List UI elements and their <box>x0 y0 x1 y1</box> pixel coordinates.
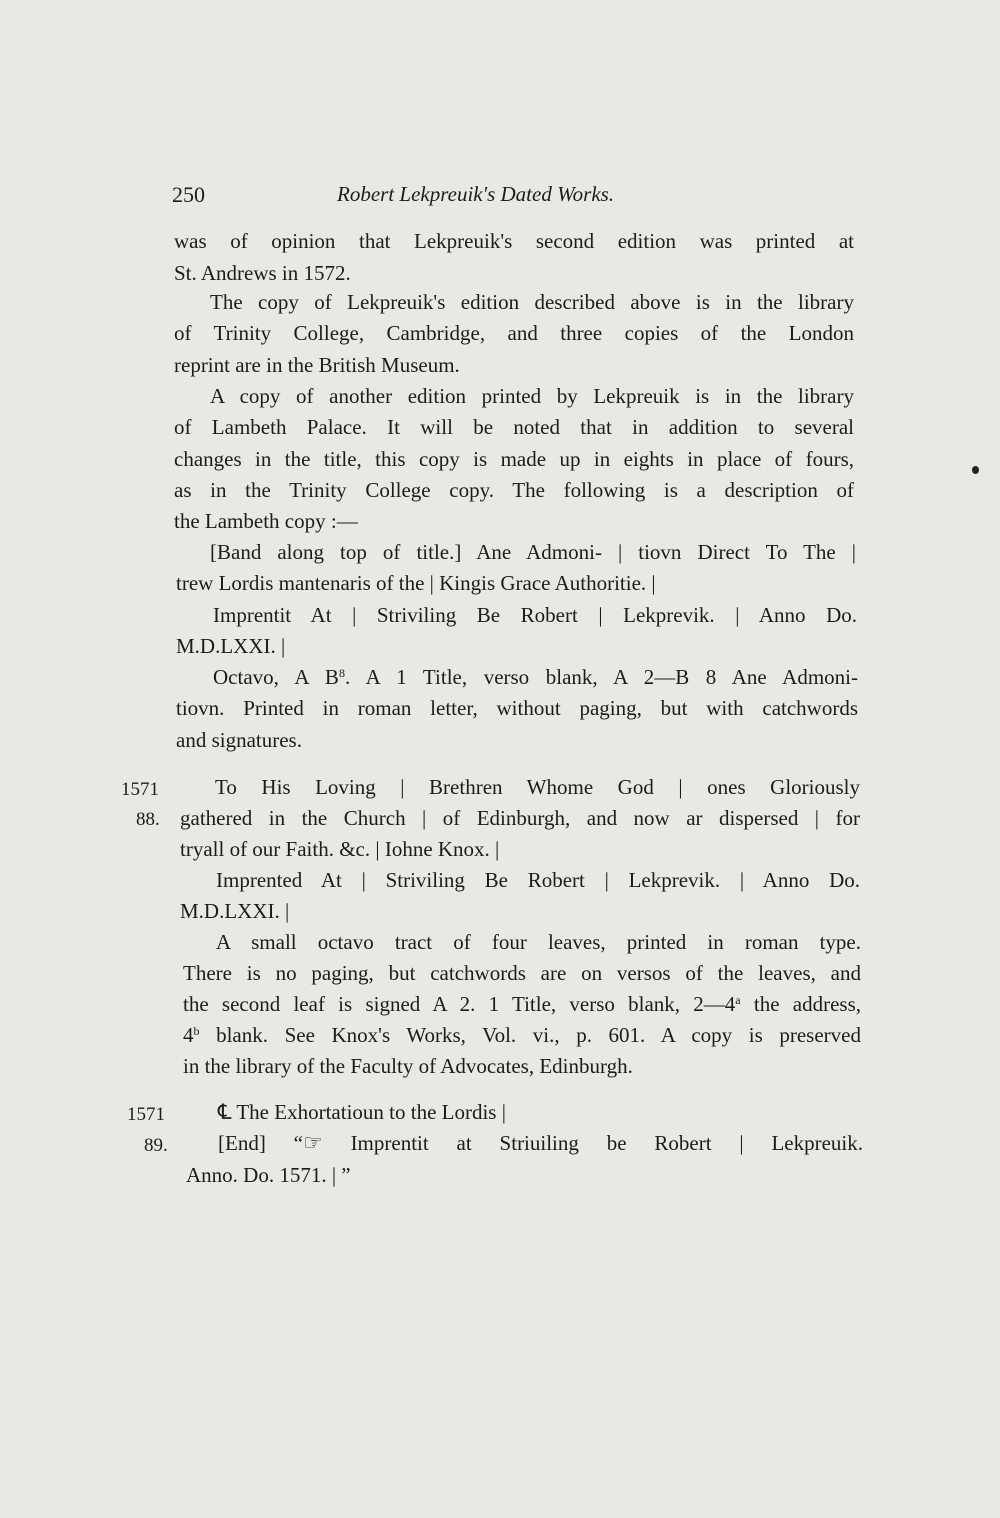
text-line: A copy of another edition printed by Lekpreuik is in the library <box>210 384 854 408</box>
text-line: [Band along top of title.] Ane Admoni- | tiovn Direct To The | <box>210 540 856 564</box>
text-line: St. Andrews in 1572. <box>174 261 351 285</box>
text-line: the Lambeth copy :— <box>174 509 358 533</box>
margin-year: 1571 <box>127 1104 165 1125</box>
text-line: of Trinity College, Cambridge, and three copies of the London <box>174 321 854 345</box>
running-title: Robert Lekpreuik's Dated Works. <box>337 182 615 206</box>
text-line: Imprented At | Striviling Be Robert | Lekprevik. | Anno Do. <box>216 868 860 892</box>
text-line: A small octavo tract of four leaves, printed in roman type. <box>216 930 861 954</box>
text-line: tryall of our Faith. &c. | Iohne Knox. | <box>180 837 500 861</box>
text-line: M.D.LXXI. | <box>176 634 286 658</box>
text-line: reprint are in the British Museum. <box>174 353 460 377</box>
text-line: There is no paging, but catchwords are on versos of the leaves, and <box>183 961 861 985</box>
text-line: trew Lordis mantenaris of the | Kingis Grace Authoritie. | <box>176 571 656 595</box>
text-line: M.D.LXXI. | <box>180 899 290 923</box>
page-number: 250 <box>172 182 205 207</box>
text-line: as in the Trinity College copy. The following is a description of <box>174 478 854 502</box>
text-line: Imprentit At | Striviling Be Robert | Lekprevik. | Anno Do. <box>213 603 857 627</box>
paper-speck <box>972 466 979 474</box>
text-line: 4$^b$ blank. See Knox's Works, Vol. vi., p. 601. A copy is preserved <box>183 1023 861 1047</box>
text-line: tiovn. Printed in roman letter, without paging, but with catchwords <box>176 696 858 720</box>
page-header <box>172 182 862 214</box>
margin-entry-number: 88. <box>136 809 160 830</box>
text-line: gathered in the Church | of Edinburgh, and now ar dispersed | for <box>180 806 860 830</box>
text-line: the second leaf is signed A 2. 1 Title, verso blank, 2—4$^a$ the address, <box>183 992 862 1016</box>
pointing-hand-icon: ☞ <box>302 1130 323 1155</box>
text-line: To His Loving | Brethren Whome God | ones Gloriously <box>215 775 860 799</box>
text-line: of Lambeth Palace. It will be noted that in addition to several <box>174 415 854 439</box>
text-line: changes in the title, this copy is made up in eights in place of fours, <box>174 447 854 471</box>
text-line: [End] “☞ Imprentit at Striuiling be Robert | Lekpreuik. <box>218 1130 863 1155</box>
text-line: Octavo, A $B^8$. A 1 Title, verso blank, A 2—B 8 Ane Admoni- <box>213 665 858 689</box>
text-line: Anno. Do. 1571. | ” <box>186 1163 351 1187</box>
margin-entry-number: 89. <box>144 1135 168 1156</box>
text-line: in the library of the Faculty of Advocates, Edinburgh. <box>183 1054 633 1078</box>
text-line: ℄ The Exhortatioun to the Lordis | <box>218 1100 506 1124</box>
text-line: The copy of Lekpreuik's edition described above is in the library <box>210 290 854 314</box>
text-line: was of opinion that Lekpreuik's second edition was printed at <box>174 229 854 253</box>
text-line: and signatures. <box>176 728 302 752</box>
margin-year: 1571 <box>121 779 159 800</box>
